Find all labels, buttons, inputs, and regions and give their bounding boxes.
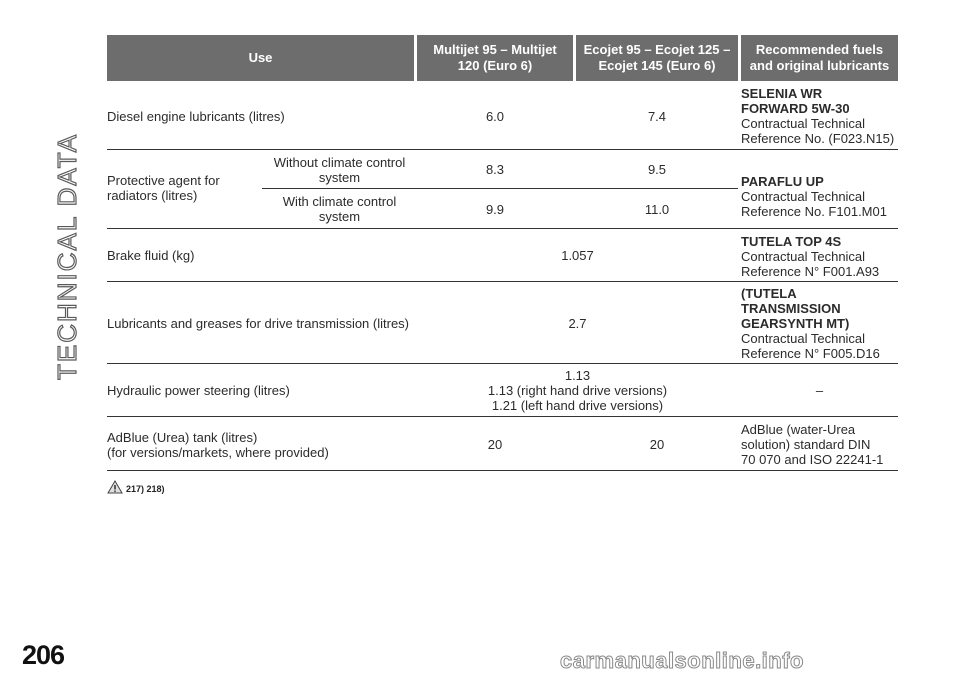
header-multijet: Multijet 95 – Multijet 120 (Euro 6) — [417, 35, 573, 81]
section-side-title: TECHNICAL DATA — [52, 132, 82, 380]
header-recommended-fuels: Recommended fuels and original lubricants — [741, 35, 898, 81]
row-value-multijet: 9.9 — [485, 202, 505, 217]
row-divider — [107, 281, 898, 282]
header-ecojet: Ecojet 95 – Ecojet 125 – Ecojet 145 (Euro 6) — [576, 35, 738, 81]
row-use-label: Protective agent for radiators (litres) — [107, 173, 220, 203]
row-product: – — [815, 383, 824, 398]
row-value-ecojet: 20 — [649, 437, 665, 452]
row-product: PARAFLU UP Contractual Technical Reference No. F101.M01 — [741, 174, 887, 219]
row-value: 2.7 — [568, 316, 587, 331]
row-value-ecojet: 7.4 — [647, 109, 667, 124]
footer-watermark: carmanualsonline.info — [560, 648, 804, 673]
page-number: 206 — [22, 640, 65, 670]
row-divider — [107, 149, 898, 150]
row-product: TUTELA TOP 4S Contractual Technical Reference N° F001.A93 — [741, 234, 880, 279]
row-divider — [107, 470, 898, 471]
row-divider — [107, 228, 898, 229]
row-value-multijet: 6.0 — [485, 109, 505, 124]
row-product: SELENIA WR FORWARD 5W-30 Contractual Technical Reference No. (F023.N15) — [741, 86, 895, 146]
warning-refs-text: 217) 218) — [126, 483, 165, 494]
row-use-label: Brake fluid (kg) — [107, 248, 195, 263]
row-use-label: Lubricants and greases for drive transmission (litres) — [107, 316, 410, 331]
warning-references — [107, 480, 165, 494]
warning-triangle-icon — [107, 480, 123, 494]
row-product: AdBlue (water-Urea solution) standard DIN 70 070 and ISO 22241-1 — [741, 422, 884, 467]
row-value-ecojet: 9.5 — [647, 162, 667, 177]
header-use: Use — [107, 35, 414, 81]
row-value-ecojet: 11.0 — [644, 202, 670, 217]
row-use-label: Hydraulic power steering (litres) — [107, 383, 290, 398]
row-use-label: Diesel engine lubricants (litres) — [107, 109, 285, 124]
row-divider — [107, 363, 898, 364]
row-value: 1.13 1.13 (right hand drive versions) 1.21 (left hand drive versions) — [487, 368, 668, 413]
row-divider — [107, 416, 898, 417]
row-use-label: AdBlue (Urea) tank (litres) (for versions/markets, where provided) — [107, 430, 329, 460]
row-value-multijet: 8.3 — [485, 162, 505, 177]
row-value-multijet: 20 — [487, 437, 503, 452]
row-product: (TUTELA TRANSMISSION GEARSYNTH MT) Contractual Technical Reference N° F005.D16 — [741, 286, 880, 361]
sub-row-divider — [262, 188, 738, 189]
row-value: 1.057 — [561, 248, 594, 263]
sub-row-label-with-climate: With climate control system — [282, 194, 397, 224]
sub-row-label-without-climate: Without climate control system — [273, 155, 406, 185]
